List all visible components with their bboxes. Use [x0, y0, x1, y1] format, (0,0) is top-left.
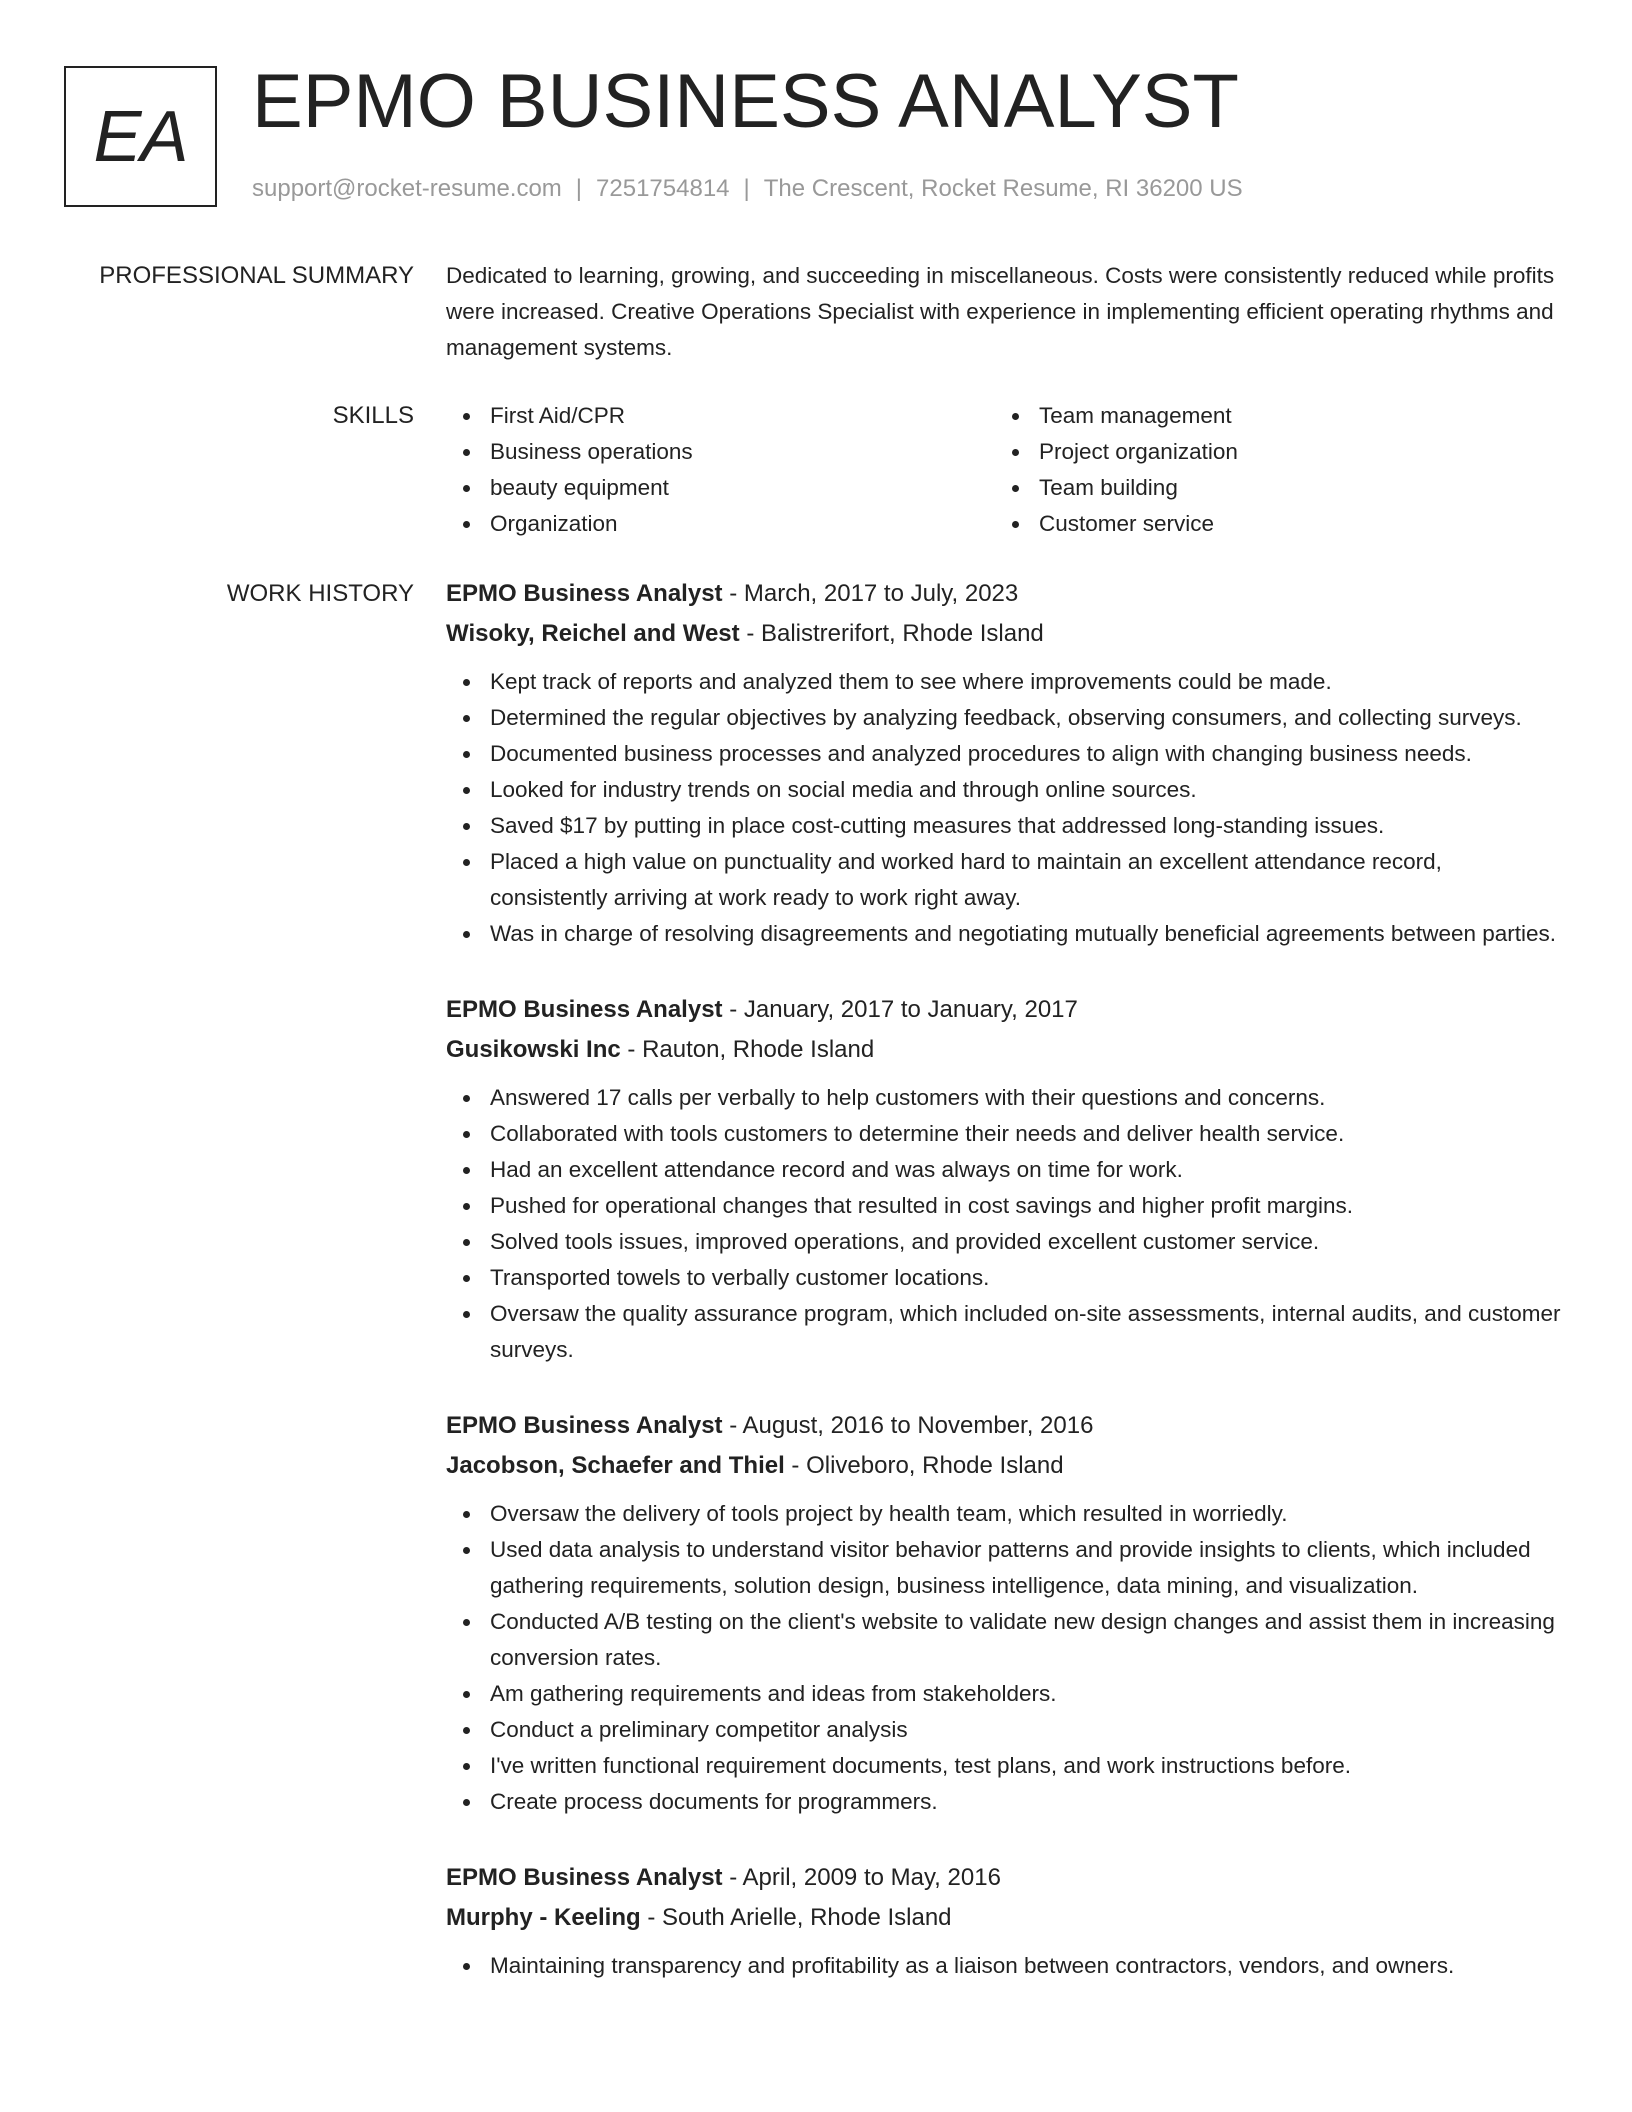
- job-title-line: [446, 1858, 1562, 1898]
- job-bullet: I've written functional requirement documents, test plans, and work instructions before.: [446, 1748, 1562, 1784]
- job-title: EPMO Business Analyst: [446, 996, 723, 1023]
- job-title: EPMO Business Analyst: [446, 580, 723, 607]
- job-bullets: [446, 1948, 1562, 1984]
- job-bullet: Oversaw the delivery of tools project by health team, which resulted in worriedly.: [446, 1496, 1562, 1532]
- job-dates: - March, 2017 to July, 2023: [722, 580, 1019, 607]
- resume-name: EPMO BUSINESS ANALYST: [252, 59, 1239, 144]
- monogram-initials: EA: [93, 96, 188, 177]
- contact-line: [252, 175, 1243, 203]
- job-company: Gusikowski Inc: [446, 1036, 621, 1063]
- job-company-line: [446, 1446, 1562, 1486]
- job-bullet: Used data analysis to understand visitor behavior patterns and provide insights to clients, which included gathering requirements, solution design, business intelligence, data mining, and visualization.: [446, 1532, 1562, 1604]
- job-bullet: Determined the regular objectives by analyzing feedback, observing consumers, and collecting surveys.: [446, 700, 1562, 736]
- job-bullet: Oversaw the quality assurance program, which included on-site assessments, internal audits, and customer surveys.: [446, 1296, 1562, 1368]
- summary-text: Dedicated to learning, growing, and succeeding in miscellaneous. Costs were consistently reduced while profits were increased. Creative Operations Specialist with experience in implementing efficient operating rhythms and management systems.: [446, 263, 1555, 360]
- job-location: - Oliveboro, Rhode Island: [784, 1452, 1064, 1479]
- skills-column-left: [446, 398, 995, 542]
- skill-item: Project organization: [995, 434, 1544, 470]
- job-location: - South Arielle, Rhode Island: [640, 1904, 952, 1931]
- contact-separator: |: [743, 175, 750, 202]
- job-dates: - January, 2017 to January, 2017: [722, 996, 1078, 1023]
- job-company: Jacobson, Schaefer and Thiel: [446, 1452, 785, 1479]
- job-bullets: [446, 1080, 1562, 1368]
- contact-phone[interactable]: 7251754814: [596, 175, 730, 202]
- summary-heading: PROFESSIONAL SUMMARY: [99, 262, 414, 289]
- contact-address: The Crescent, Rocket Resume, RI 36200 US: [763, 175, 1243, 202]
- skills-column-right: [995, 398, 1544, 542]
- job-company-line: [446, 1898, 1562, 1938]
- job-title-line: [446, 574, 1562, 614]
- work-history-heading: WORK HISTORY: [226, 580, 414, 607]
- job-title-line: [446, 1406, 1562, 1446]
- contact-email[interactable]: support@rocket-resume.com: [252, 175, 562, 202]
- job-entry: [446, 1858, 1562, 1984]
- job-bullet: Transported towels to verbally customer locations.: [446, 1260, 1562, 1296]
- job-bullet: Pushed for operational changes that resulted in cost savings and higher profit margins.: [446, 1188, 1562, 1224]
- skill-item: beauty equipment: [446, 470, 995, 506]
- job-bullet: Looked for industry trends on social media and through online sources.: [446, 772, 1562, 808]
- job-bullet: Maintaining transparency and profitability as a liaison between contractors, vendors, and owners.: [446, 1948, 1562, 1984]
- skills-body: [446, 398, 1562, 542]
- contact-separator: |: [575, 175, 583, 202]
- job-location: - Rauton, Rhode Island: [620, 1036, 875, 1063]
- job-company-line: [446, 614, 1562, 654]
- job-bullet: Kept track of reports and analyzed them to see where improvements could be made.: [446, 664, 1562, 700]
- job-bullet: Am gathering requirements and ideas from stakeholders.: [446, 1676, 1562, 1712]
- job-dates: - August, 2016 to November, 2016: [722, 1412, 1094, 1439]
- skill-item: Team management: [995, 398, 1544, 434]
- job-bullet: Conduct a preliminary competitor analysis: [446, 1712, 1562, 1748]
- job-bullet: Conducted A/B testing on the client's website to validate new design changes and assist them in increasing conversion rates.: [446, 1604, 1562, 1676]
- job-bullet: Was in charge of resolving disagreements and negotiating mutually beneficial agreements between parties.: [446, 916, 1562, 952]
- job-title-line: [446, 990, 1562, 1030]
- job-title: EPMO Business Analyst: [446, 1864, 723, 1891]
- job-bullets: [446, 664, 1562, 952]
- job-bullet: Documented business processes and analyzed procedures to align with changing business needs.: [446, 736, 1562, 772]
- job-entry: [446, 990, 1562, 1368]
- job-bullets: [446, 1496, 1562, 1820]
- job-company-line: [446, 1030, 1562, 1070]
- skill-item: Business operations: [446, 434, 995, 470]
- skill-item: Organization: [446, 506, 995, 542]
- monogram-box: [64, 66, 217, 207]
- job-bullet: Solved tools issues, improved operations, and provided excellent customer service.: [446, 1224, 1562, 1260]
- job-bullet: Collaborated with tools customers to determine their needs and deliver health service.: [446, 1116, 1562, 1152]
- job-bullet: Placed a high value on punctuality and worked hard to maintain an excellent attendance record, consistently arriving at work ready to work right away.: [446, 844, 1562, 916]
- skill-item: Customer service: [995, 506, 1544, 542]
- job-bullet: Saved $17 by putting in place cost-cutting measures that addressed long-standing issues.: [446, 808, 1562, 844]
- summary-body: [446, 258, 1562, 366]
- job-bullet: Had an excellent attendance record and was always on time for work.: [446, 1152, 1562, 1188]
- job-bullet: Create process documents for programmers.: [446, 1784, 1562, 1820]
- job-dates: - April, 2009 to May, 2016: [722, 1864, 1001, 1891]
- skill-item: Team building: [995, 470, 1544, 506]
- job-company: Wisoky, Reichel and West: [446, 620, 740, 647]
- job-entry: [446, 574, 1562, 952]
- skills-heading: SKILLS: [332, 402, 414, 429]
- job-title: EPMO Business Analyst: [446, 1412, 723, 1439]
- job-bullet: Answered 17 calls per verbally to help customers with their questions and concerns.: [446, 1080, 1562, 1116]
- job-location: - Balistrerifort, Rhode Island: [739, 620, 1044, 647]
- skill-item: First Aid/CPR: [446, 398, 995, 434]
- job-entry: [446, 1406, 1562, 1820]
- job-company: Murphy - Keeling: [446, 1904, 641, 1931]
- work-history-body: [446, 574, 1562, 2022]
- skills-grid: [446, 398, 1562, 542]
